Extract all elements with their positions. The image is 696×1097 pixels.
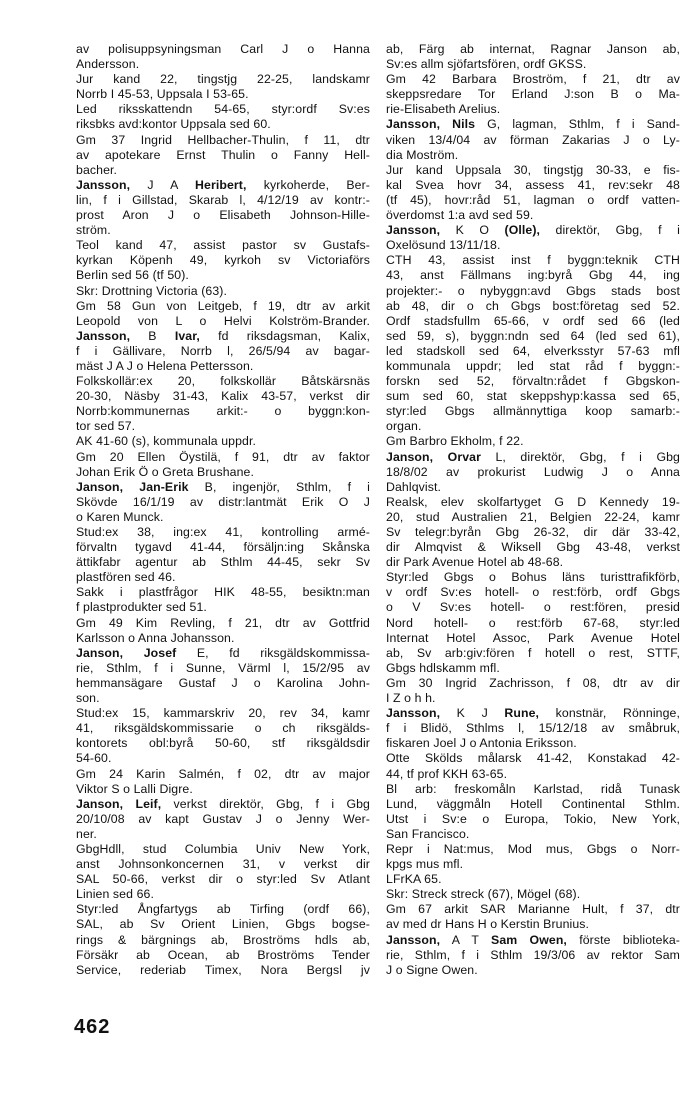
text-line bbox=[76, 193, 370, 208]
entry-text: Gm 58 Gun von Leitgeb, f 19, dtr av arkit bbox=[76, 298, 370, 313]
entry-text: fd riksdagsman, Kalix, bbox=[199, 328, 370, 343]
entry-text: tor sed 57. bbox=[76, 419, 136, 434]
text-line bbox=[76, 299, 370, 314]
text-line bbox=[76, 72, 370, 87]
text-line bbox=[76, 616, 370, 631]
text-line bbox=[76, 555, 370, 570]
entry-text: Sv telegr:byrån Gbg 26-32, dir där 33-42, bbox=[386, 525, 680, 539]
entry-name: (Olle), bbox=[504, 223, 541, 238]
entry-text: K J bbox=[440, 706, 505, 721]
text-line bbox=[386, 661, 680, 676]
entry-text: 54-60. bbox=[76, 751, 112, 766]
text-line bbox=[76, 495, 370, 510]
text-line bbox=[386, 540, 680, 555]
text-line bbox=[386, 600, 680, 615]
text-line bbox=[386, 253, 680, 268]
entry-text: Norrb:kommunernas arkit:- o byggn:kon- bbox=[76, 404, 370, 419]
text-line bbox=[386, 163, 680, 178]
entry-text: anst Johnsonkoncernen 31, v verkst dir bbox=[76, 857, 370, 872]
entry-text: projekter:- o nybyggn:avd Gbgs stads bost bbox=[386, 283, 680, 298]
page-number: 462 bbox=[74, 1016, 111, 1038]
text-line bbox=[386, 42, 680, 57]
entry-text: riksbks avd:kontor Uppsala sed 60. bbox=[76, 117, 271, 132]
entry-text: 43, anst Fällmans ing:byrå Gbg 44, ing bbox=[386, 268, 680, 283]
entry-text: Gm 42 Barbara Broström, f 21, dtr av bbox=[386, 72, 680, 87]
entry-name: Jansson, bbox=[386, 706, 441, 721]
entry-text: Styr:led Ångfartygs ab Tirfing (ordf 66), bbox=[76, 902, 370, 917]
text-line bbox=[386, 585, 680, 600]
entry-text: Johan Erik Ö o Greta Brushane. bbox=[76, 464, 254, 479]
entry-text: B bbox=[130, 328, 175, 343]
text-line bbox=[76, 525, 370, 540]
text-line bbox=[76, 902, 370, 917]
entry-text: Skövde 16/1/19 av distr:lantmät Erik O J bbox=[76, 494, 370, 509]
text-line bbox=[386, 963, 680, 978]
text-line bbox=[386, 751, 680, 766]
entry-text: Skr: Streck streck (67), Mögel (68). bbox=[386, 887, 581, 902]
entry-text: Gm 49 Kim Revling, f 21, dtr av Gottfrid bbox=[76, 615, 370, 630]
entry-name: Jansson, Nils bbox=[386, 117, 476, 132]
text-line bbox=[386, 480, 680, 495]
text-line bbox=[76, 767, 370, 782]
entry-text: E, fd riksgäldskommissa- bbox=[176, 645, 370, 660]
entry-text: led stadskoll sed 64, elverksstyr 57-63 mfl bbox=[386, 343, 680, 358]
text-line bbox=[386, 117, 680, 132]
text-line bbox=[386, 631, 680, 646]
entry-text: direktör, Gbg, f i bbox=[540, 223, 680, 238]
text-line bbox=[76, 117, 370, 132]
text-line bbox=[76, 646, 370, 661]
text-line bbox=[386, 555, 680, 570]
entry-name: Janson, Orvar bbox=[386, 449, 481, 464]
text-line bbox=[386, 706, 680, 721]
entry-text: Led riksskattendn 54-65, styr:ordf Sv:es bbox=[76, 102, 370, 117]
text-line bbox=[76, 163, 370, 178]
entry-text: Jur kand 22, tingstjg 22-25, landskamr bbox=[76, 72, 370, 87]
entry-text: Gm 30 Ingrid Zachrisson, f 08, dtr av dir bbox=[386, 675, 680, 690]
text-line bbox=[386, 646, 680, 661]
entry-text: Internat Hotel Assoc, Park Avenue Hotel bbox=[386, 630, 680, 645]
text-line bbox=[76, 933, 370, 948]
text-line bbox=[386, 72, 680, 87]
entry-text: Karlsson o Anna Johansson. bbox=[76, 630, 235, 645]
text-line bbox=[76, 736, 370, 751]
text-line bbox=[386, 314, 680, 329]
entry-name: Rune, bbox=[504, 706, 540, 721]
text-line bbox=[76, 480, 370, 495]
text-line bbox=[386, 329, 680, 344]
text-line bbox=[76, 57, 370, 72]
text-line bbox=[386, 525, 680, 540]
text-line bbox=[76, 887, 370, 902]
entry-text: f i Blidö, Sthlms l, 15/12/18 av småbruk, bbox=[386, 721, 680, 736]
text-line bbox=[76, 223, 370, 238]
entry-text: A T bbox=[440, 932, 492, 947]
entry-text: kyrkoherde, Ber- bbox=[246, 177, 370, 192]
entry-text: Styr:led Gbgs o Bohus läns turisttrafikförb, bbox=[386, 570, 680, 585]
entry-name: Janson, Josef bbox=[76, 645, 177, 660]
entry-text: organ. bbox=[386, 419, 422, 434]
text-line bbox=[386, 284, 680, 299]
entry-text: f plastprodukter sed 51. bbox=[76, 600, 207, 615]
text-line bbox=[76, 434, 370, 449]
entry-text: Realsk, elev skolfartyget G D Kennedy 19- bbox=[386, 494, 680, 509]
entry-text: rie-Elisabeth Arelius. bbox=[386, 102, 501, 117]
text-line bbox=[386, 902, 680, 917]
text-line bbox=[76, 570, 370, 585]
text-line bbox=[386, 827, 680, 842]
entry-text: av apotekare Ernst Thulin o Fanny Hell- bbox=[76, 147, 370, 162]
entry-text: Gm 37 Ingrid Hellbacher-Thulin, f 11, dtr bbox=[76, 132, 370, 147]
text-line bbox=[76, 314, 370, 329]
text-line bbox=[76, 917, 370, 932]
text-line bbox=[76, 148, 370, 163]
entry-text: 41, riksgäldskommissarie o ch riksgälds- bbox=[76, 721, 370, 736]
entry-text: kyrkan Köpenh 49, kyrkoh sv Victoriaförs bbox=[76, 253, 370, 268]
entry-text: av polisuppsyningsman Carl J o Hanna bbox=[76, 42, 370, 56]
entry-text: G, lagman, Sthlm, f i Sand- bbox=[475, 117, 680, 132]
text-line bbox=[386, 344, 680, 359]
text-line bbox=[386, 782, 680, 797]
text-line bbox=[386, 510, 680, 525]
text-line bbox=[386, 268, 680, 283]
right-column bbox=[386, 42, 680, 978]
entry-text: ner. bbox=[76, 826, 97, 841]
entry-text: överdomst 1:a avd sed 59. bbox=[386, 208, 534, 223]
text-line bbox=[76, 133, 370, 148]
text-line bbox=[76, 600, 370, 615]
entry-text: Utst i Sv:e o Europa, Tokio, New York, bbox=[386, 811, 680, 826]
entry-text: Teol kand 47, assist pastor sv Gustafs- bbox=[76, 238, 370, 253]
entry-text: prost Aron J o Elisabeth Johnson-Hille- bbox=[76, 208, 370, 223]
text-line bbox=[386, 812, 680, 827]
left-column bbox=[76, 42, 370, 978]
text-line bbox=[386, 389, 680, 404]
text-line bbox=[76, 419, 370, 434]
entry-text: 20/10/08 av kapt Gustav J o Jenny Wer- bbox=[76, 811, 370, 826]
text-line bbox=[386, 404, 680, 419]
entry-text: skeppsredare Tor Erland J:son B o Ma- bbox=[386, 87, 680, 102]
entry-text: Viktor S o Lalli Digre. bbox=[76, 781, 193, 796]
text-line bbox=[76, 540, 370, 555]
text-line bbox=[386, 359, 680, 374]
entry-text: Service, rederiab Timex, Nora Bergsl jv bbox=[76, 962, 370, 977]
entry-text: GbgHdll, stud Columbia Univ New York, bbox=[76, 841, 370, 856]
text-line bbox=[76, 465, 370, 480]
entry-text: ättikfabr agentur ab Sthlm 44-45, sekr Sv bbox=[76, 555, 370, 570]
text-line bbox=[76, 178, 370, 193]
text-line bbox=[386, 193, 680, 208]
entry-text: 20, stud Australien 21, Belgien 22-24, kamr bbox=[386, 509, 680, 524]
entry-name: Jansson, bbox=[386, 932, 441, 947]
text-line bbox=[386, 933, 680, 948]
text-line bbox=[76, 676, 370, 691]
entry-text: Repr i Nat:mus, Mod mus, Gbgs o Norr- bbox=[386, 841, 680, 856]
entry-text: Gm 67 arkit SAR Marianne Hult, f 37, dtr bbox=[386, 902, 680, 917]
entry-text: 18/8/02 av prokurist Ludwig J o Anna bbox=[386, 464, 680, 479]
text-line bbox=[76, 284, 370, 299]
text-line bbox=[76, 751, 370, 766]
entry-text: Bl arb: freskomåln Karlstad, ridå Tunask bbox=[386, 781, 680, 796]
entry-text: Nord hotell- o rest:förb 67-68, styr:led bbox=[386, 615, 680, 630]
entry-text: (tf 45), hovr:råd 51, lagman o ordf vatten- bbox=[386, 192, 680, 207]
text-line bbox=[76, 963, 370, 978]
text-line bbox=[76, 782, 370, 797]
entry-text: dir Park Avenue Hotel ab 48-68. bbox=[386, 555, 564, 570]
entry-text: mäst J A J o Helena Pettersson. bbox=[76, 358, 254, 373]
text-line bbox=[76, 374, 370, 389]
entry-text: kommunala uppdr; led stat råd f byggn:- bbox=[386, 358, 680, 373]
entry-text: Norrb I 45-53, Uppsala I 53-65. bbox=[76, 87, 249, 102]
text-line bbox=[76, 721, 370, 736]
entry-text: dir Almqvist & Wiksell Gbg 43-48, verkst bbox=[386, 540, 680, 555]
text-line bbox=[386, 208, 680, 223]
entry-text: konstnär, Rönninge, bbox=[539, 706, 680, 721]
text-line bbox=[76, 102, 370, 117]
entry-text: 20-30, Näsby 31-43, Kalix 43-57, verkst dir bbox=[76, 389, 370, 404]
entry-text: Gm 20 Ellen Öystilä, f 91, dtr av faktor bbox=[76, 449, 370, 464]
text-line bbox=[386, 465, 680, 480]
entry-text: K O bbox=[440, 223, 505, 238]
entry-text: Stud:ex 38, ing:ex 41, kontrolling armé- bbox=[76, 525, 370, 539]
entry-text: Leopold von L o Helvi Kolström-Brander. bbox=[76, 313, 370, 328]
entry-text: Gm 24 Karin Salmén, f 02, dtr av major bbox=[76, 766, 370, 781]
text-line bbox=[386, 857, 680, 872]
text-line bbox=[386, 691, 680, 706]
text-line bbox=[386, 102, 680, 117]
text-line bbox=[76, 268, 370, 283]
text-line bbox=[386, 419, 680, 434]
text-line bbox=[386, 797, 680, 812]
text-line bbox=[386, 223, 680, 238]
entry-text: förvaltn tygavd 41-44, försäljn:ing Skånska bbox=[76, 540, 370, 555]
text-line bbox=[76, 948, 370, 963]
entry-text: SAL, ab Sv Orient Linien, Gbgs bogse- bbox=[76, 917, 370, 932]
entry-text: f i Gällivare, Norrb l, 26/5/94 av bagar- bbox=[76, 343, 370, 358]
entry-text: Försäkr ab Ocean, ab Broströms Tender bbox=[76, 947, 370, 962]
entry-text: ab 48, dir o ch Gbgs bost:företag sed 52. bbox=[386, 298, 680, 313]
text-line bbox=[76, 253, 370, 268]
entry-text: I Z o h h. bbox=[386, 691, 436, 706]
text-line bbox=[76, 87, 370, 102]
entry-text: v ordf Sv:es hotell- o rest:förb, ordf Gbgs bbox=[386, 585, 680, 600]
entry-text: L, direktör, Gbg, f i Gbg bbox=[480, 449, 680, 464]
text-line bbox=[76, 661, 370, 676]
text-line bbox=[76, 706, 370, 721]
entry-text: Dahlqvist. bbox=[386, 479, 441, 494]
text-line bbox=[76, 827, 370, 842]
text-line bbox=[76, 691, 370, 706]
text-line bbox=[76, 238, 370, 253]
text-line bbox=[76, 842, 370, 857]
entry-text: lin, f i Gillstad, Skarab l, 4/12/19 av kontr:- bbox=[76, 192, 370, 207]
entry-text: B, ingenjör, Sthlm, f i bbox=[188, 479, 370, 494]
entry-text: verkst direktör, Gbg, f i Gbg bbox=[161, 796, 370, 811]
text-line bbox=[76, 42, 370, 57]
text-line bbox=[386, 570, 680, 585]
entry-text: CTH 43, assist inst f byggn:teknik CTH bbox=[386, 253, 680, 268]
entry-text: Gm Barbro Ekholm, f 22. bbox=[386, 434, 524, 449]
text-line bbox=[386, 133, 680, 148]
text-line bbox=[386, 450, 680, 465]
text-line bbox=[76, 359, 370, 374]
entry-text: LFrKA 65. bbox=[386, 872, 442, 887]
entry-text: Andersson. bbox=[76, 57, 140, 72]
text-line bbox=[76, 208, 370, 223]
text-line bbox=[76, 389, 370, 404]
entry-text: hemmansägare Gustaf J o Karolina John- bbox=[76, 675, 370, 690]
entry-text: rings & bärgnings ab, Broströms hdls ab, bbox=[76, 932, 370, 947]
entry-text: Berlin sed 56 (tf 50). bbox=[76, 268, 189, 283]
text-line bbox=[386, 948, 680, 963]
text-line bbox=[386, 842, 680, 857]
text-line bbox=[386, 616, 680, 631]
text-line bbox=[76, 857, 370, 872]
entry-text: Otte Skölds målarsk 41-42, Konstakad 42- bbox=[386, 751, 680, 766]
text-line bbox=[386, 872, 680, 887]
text-line bbox=[386, 887, 680, 902]
text-line bbox=[76, 404, 370, 419]
entry-text: J A bbox=[130, 177, 196, 192]
entry-text: kpgs mus mfl. bbox=[386, 857, 464, 872]
text-line bbox=[76, 631, 370, 646]
entry-text: AK 41-60 (s), kommunala uppdr. bbox=[76, 434, 257, 449]
entry-name: Sam Owen, bbox=[491, 932, 567, 947]
entry-text: son. bbox=[76, 691, 100, 706]
text-line bbox=[386, 495, 680, 510]
entry-text: San Francisco. bbox=[386, 826, 470, 841]
text-line bbox=[386, 767, 680, 782]
text-line bbox=[386, 917, 680, 932]
text-line bbox=[386, 148, 680, 163]
text-line bbox=[386, 434, 680, 449]
entry-text: ab, Färg ab internat, Ragnar Janson ab, bbox=[386, 42, 680, 56]
entry-text: Skr: Drottning Victoria (63). bbox=[76, 283, 227, 298]
entry-text: 44, tf prof KKH 63-65. bbox=[386, 766, 508, 781]
entry-text: Folkskollär:ex 20, folkskollär Båtskärsnäs bbox=[76, 374, 370, 389]
text-line bbox=[76, 872, 370, 887]
text-line bbox=[76, 510, 370, 525]
text-line bbox=[386, 87, 680, 102]
entry-text: styr:led Gbgs allmännyttiga koop samarb:- bbox=[386, 404, 680, 419]
text-line bbox=[386, 299, 680, 314]
entry-text: kontorets obl:byrå 50-60, stf riksgäldsdir bbox=[76, 736, 370, 751]
text-line bbox=[76, 812, 370, 827]
text-line bbox=[386, 238, 680, 253]
entry-text: fiskaren Joel J o Antonia Eriksson. bbox=[386, 736, 577, 751]
entry-text: Sv:es allm sjöfartsfören, ordf GKSS. bbox=[386, 57, 587, 72]
entry-text: ab, Sv arb:giv:fören f hotell o rest, STTF, bbox=[386, 645, 680, 660]
entry-text: SAL 50-66, verkst dir o styr:led Sv Atlant bbox=[76, 872, 370, 887]
entry-text: Stud:ex 15, kammarskriv 20, rev 34, kamr bbox=[76, 706, 370, 721]
entry-text: förste biblioteka- bbox=[566, 932, 680, 947]
entry-text: rie, Sthlm, f i Sthlm 19/3/06 av rektor Sam bbox=[386, 947, 680, 962]
text-line bbox=[76, 329, 370, 344]
entry-text: Linien sed 66. bbox=[76, 887, 154, 902]
entry-name: Janson, Leif, bbox=[76, 796, 162, 811]
text-line bbox=[386, 721, 680, 736]
text-line bbox=[76, 344, 370, 359]
entry-text: Sakk i plastfrågor HIK 48-55, besiktn:man bbox=[76, 585, 370, 600]
text-line bbox=[76, 797, 370, 812]
entry-name: Ivar, bbox=[174, 328, 200, 343]
entry-text: sum sed 60, stat skeppshyp:kassa sed 65, bbox=[386, 389, 680, 404]
entry-name: Jansson, bbox=[76, 177, 131, 192]
text-line bbox=[386, 676, 680, 691]
entry-name: Jansson, bbox=[386, 223, 441, 238]
entry-text: Jur kand Uppsala 30, tingstjg 30-33, e fis- bbox=[386, 162, 680, 177]
entry-text: bacher. bbox=[76, 162, 118, 177]
entry-text: J o Signe Owen. bbox=[386, 962, 478, 977]
entry-text: rie, Sthlm, f i Sunne, Värml l, 15/2/95 av bbox=[76, 660, 370, 675]
entry-text: forskn sed 52, förvaltn:rådet f Gbgskon- bbox=[386, 374, 680, 389]
entry-text: sed 59, s), byggn:ndn sed 64 (led sed 61), bbox=[386, 328, 680, 343]
entry-text: Lund, väggmåln Hotell Continental Sthlm. bbox=[386, 796, 680, 811]
entry-text: plastfören sed 46. bbox=[76, 570, 176, 585]
text-line bbox=[386, 374, 680, 389]
text-line bbox=[76, 450, 370, 465]
text-line bbox=[76, 585, 370, 600]
text-line bbox=[386, 178, 680, 193]
entry-text: kal Svea hovr 34, assess 41, rev:sekr 48 bbox=[386, 177, 680, 192]
entry-text: ström. bbox=[76, 223, 111, 238]
entry-text: dia Moström. bbox=[386, 147, 459, 162]
entry-name: Jansson, bbox=[76, 328, 131, 343]
entry-text: Gbgs hdlskamm mfl. bbox=[386, 660, 500, 675]
entry-text: o Karen Munck. bbox=[76, 509, 164, 524]
entry-text: o V Sv:es hotell- o rest:fören, presid bbox=[386, 600, 680, 615]
entry-text: Oxelösund 13/11/18. bbox=[386, 238, 501, 253]
entry-text: Ordf stadsfullm 65-66, v ordf sed 66 (led bbox=[386, 313, 680, 328]
text-line bbox=[386, 57, 680, 72]
text-line bbox=[386, 736, 680, 751]
entry-name: Heribert, bbox=[195, 177, 247, 192]
entry-text: viken 13/4/04 av förman Zakarias J o Ly- bbox=[386, 132, 680, 147]
entry-name: Janson, Jan-Erik bbox=[76, 479, 189, 494]
entry-text: av med dr Hans H o Kerstin Brunius. bbox=[386, 917, 590, 932]
